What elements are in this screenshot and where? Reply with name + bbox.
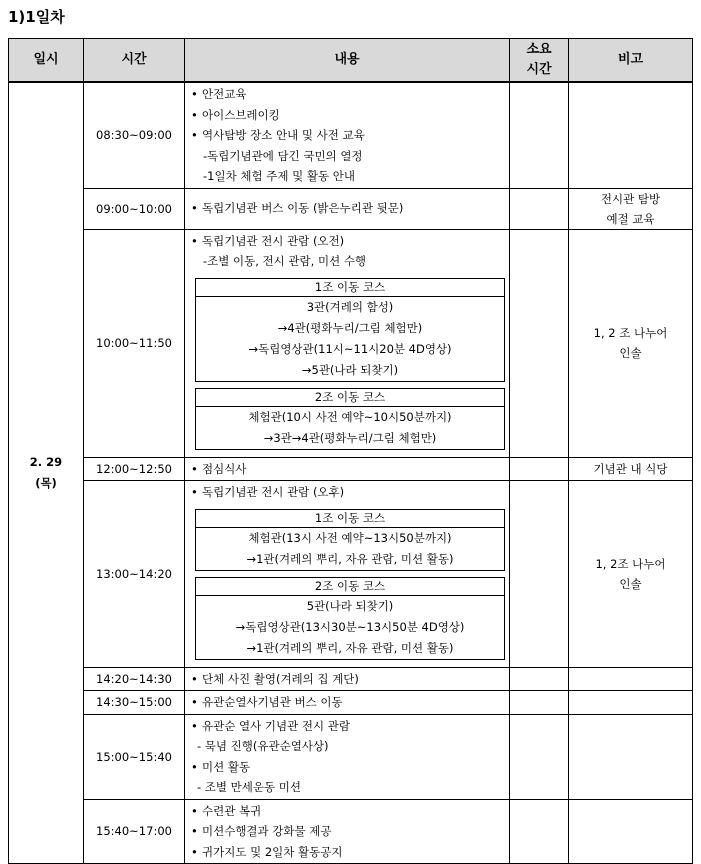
header-duration-line2: 시간 bbox=[526, 62, 552, 77]
header-duration bbox=[510, 39, 569, 83]
duration-cell bbox=[510, 229, 569, 457]
table-row bbox=[9, 82, 693, 188]
duration-cell bbox=[510, 481, 569, 668]
bullet-item: • 독립기념관 버스 이동 (밝은누리관 뒷문) bbox=[191, 198, 505, 219]
note-cell bbox=[569, 691, 693, 715]
note-cell bbox=[569, 82, 693, 188]
content-list bbox=[185, 691, 509, 714]
course-step: →4관(평화누리/그림 체험만) bbox=[277, 320, 423, 335]
duration-cell bbox=[510, 82, 569, 188]
course-step: 3관(겨레의 함성) bbox=[306, 299, 394, 314]
content-cell bbox=[185, 667, 510, 691]
sub-item: - 묵념 진행(유관순열사상) bbox=[197, 739, 329, 753]
table-row bbox=[9, 691, 693, 715]
note-cell bbox=[569, 667, 693, 691]
bullet-item: • 단체 사진 촬영(겨레의 집 계단) bbox=[191, 669, 505, 690]
course-heading: 2조 이동 코스 bbox=[196, 578, 504, 596]
content-cell bbox=[185, 82, 510, 188]
course-box bbox=[195, 388, 505, 450]
note-line: 1, 2조 나누어 bbox=[595, 556, 666, 571]
sub-item: -독립기념관에 담긴 국민의 열정 bbox=[203, 148, 363, 163]
header-duration-line1: 소요 bbox=[526, 42, 552, 57]
note-cell bbox=[569, 799, 693, 864]
duration-cell bbox=[510, 691, 569, 715]
table-row bbox=[9, 667, 693, 691]
course-step: →1관(겨레의 뿌리, 자유 관람, 미션 활동) bbox=[246, 551, 454, 566]
table-row bbox=[9, 188, 693, 229]
header-date: 일시 bbox=[9, 39, 84, 83]
course-heading: 1조 이동 코스 bbox=[196, 510, 504, 528]
bullet-item: • 유관순 열사 기념관 전시 관람 bbox=[191, 716, 505, 737]
note-cell bbox=[569, 188, 693, 229]
time-cell: 15:00~15:40 bbox=[84, 714, 185, 799]
bullet-item: • 점심식사 bbox=[191, 459, 505, 480]
table-row bbox=[9, 714, 693, 799]
duration-cell bbox=[510, 188, 569, 229]
content-cell bbox=[185, 691, 510, 715]
note-line: 전시관 탐방 bbox=[600, 191, 661, 206]
sub-item: -1일차 체험 주제 및 활동 안내 bbox=[203, 169, 355, 183]
header-row bbox=[9, 39, 693, 83]
bullet-item: • 유관순열사기념관 버스 이동 bbox=[191, 692, 505, 713]
course-box bbox=[195, 278, 505, 382]
content-list bbox=[185, 800, 509, 864]
note-line: 인솔 bbox=[619, 346, 642, 360]
content-cell bbox=[185, 229, 510, 457]
content-list bbox=[185, 481, 509, 667]
note-line: 인솔 bbox=[619, 576, 642, 591]
bullet-item: • 독립기념관 전시 관람 (오후) bbox=[191, 482, 505, 503]
time-cell: 14:20~14:30 bbox=[84, 667, 185, 691]
note-line: 예절 교육 bbox=[606, 211, 655, 226]
content-list bbox=[185, 83, 509, 188]
time-cell: 09:00~10:00 bbox=[84, 188, 185, 229]
content-list bbox=[185, 230, 509, 457]
note-cell bbox=[569, 714, 693, 799]
course-step: →독립영상관(11시~11시20분 4D영상) bbox=[248, 341, 452, 356]
date-weekday: (목) bbox=[35, 476, 57, 490]
course-step: →독립영상관(13시30분~13시50분 4D영상) bbox=[235, 619, 465, 634]
bullet-item: • 아이스브레이킹 bbox=[191, 105, 505, 126]
duration-cell bbox=[510, 714, 569, 799]
bullet-item: • 독립기념관 전시 관람 (오전) bbox=[191, 231, 505, 252]
course-heading: 1조 이동 코스 bbox=[196, 279, 504, 297]
course-heading: 2조 이동 코스 bbox=[196, 389, 504, 407]
section-title: 1)1일차 bbox=[8, 8, 65, 26]
bullet-item: • 귀가지도 및 2일차 활동공지 bbox=[191, 842, 505, 863]
course-step: 5관(나라 되찾기) bbox=[306, 598, 394, 613]
bullet-item: • 안전교육 bbox=[191, 84, 505, 105]
content-cell bbox=[185, 188, 510, 229]
course-step: →5관(나라 되찾기) bbox=[301, 362, 399, 377]
header-note: 비고 bbox=[569, 39, 693, 83]
content-list bbox=[185, 458, 509, 481]
time-cell: 12:00~12:50 bbox=[84, 457, 185, 481]
duration-cell bbox=[510, 667, 569, 691]
header-time: 시간 bbox=[84, 39, 185, 83]
duration-cell bbox=[510, 799, 569, 864]
bullet-item: • 수련관 복귀 bbox=[191, 801, 505, 822]
course-step: →3관→4관(평화누리/그림 체험만) bbox=[263, 430, 437, 445]
content-cell bbox=[185, 481, 510, 668]
date-cell bbox=[9, 82, 84, 864]
time-cell: 13:00~14:20 bbox=[84, 481, 185, 668]
time-cell: 10:00~11:50 bbox=[84, 229, 185, 457]
bullet-item: • 미션수행결과 강화물 제공 bbox=[191, 821, 505, 842]
bullet-item: • 역사탐방 장소 안내 및 사전 교육 bbox=[191, 125, 505, 146]
date-value: 2. 29 bbox=[29, 455, 63, 469]
duration-cell bbox=[510, 457, 569, 481]
table-row bbox=[9, 481, 693, 668]
table-row bbox=[9, 457, 693, 481]
content-list bbox=[185, 197, 509, 220]
content-cell bbox=[185, 799, 510, 864]
note-line: 기념관 내 식당 bbox=[593, 461, 668, 476]
time-cell: 08:30~09:00 bbox=[84, 82, 185, 188]
sub-item: - 조별 만세운동 미션 bbox=[197, 780, 301, 794]
note-cell bbox=[569, 457, 693, 481]
schedule-table bbox=[8, 38, 693, 864]
note-line: 1, 2 조 나누어 bbox=[593, 326, 668, 340]
note-cell bbox=[569, 229, 693, 457]
note-cell bbox=[569, 481, 693, 668]
course-step: →1관(겨레의 뿌리, 자유 관람, 미션 활동) bbox=[246, 640, 454, 655]
time-cell: 15:40~17:00 bbox=[84, 799, 185, 864]
content-list bbox=[185, 668, 509, 691]
course-step: 체험관(13시 사전 예약~13시50분까지) bbox=[248, 530, 452, 545]
course-box bbox=[195, 509, 505, 571]
sub-item: -조별 이동, 전시 관람, 미션 수행 bbox=[203, 254, 367, 268]
content-cell bbox=[185, 457, 510, 481]
content-cell bbox=[185, 714, 510, 799]
time-cell: 14:30~15:00 bbox=[84, 691, 185, 715]
header-content: 내용 bbox=[185, 39, 510, 83]
content-list bbox=[185, 715, 509, 799]
course-step: 체험관(10시 사전 예약~10시50분까지) bbox=[248, 409, 452, 424]
table-row bbox=[9, 229, 693, 457]
table-row bbox=[9, 799, 693, 864]
course-box bbox=[195, 577, 505, 660]
bullet-item: • 미션 활동 bbox=[191, 757, 505, 778]
